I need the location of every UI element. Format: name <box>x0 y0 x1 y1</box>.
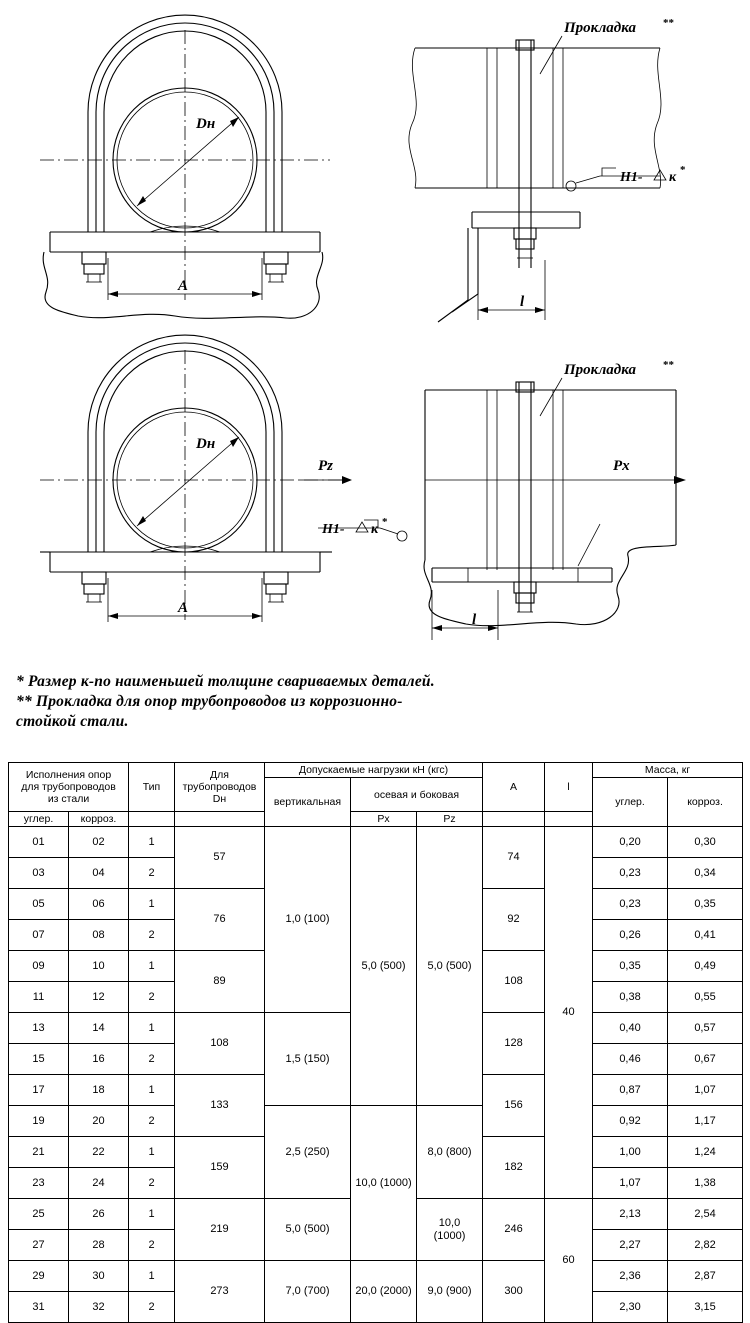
cell-mass-corrosion: 1,07 <box>668 1075 743 1106</box>
weld-symbol-bottom-left <box>318 516 407 541</box>
cell-execution-corrosion: 10 <box>69 951 129 982</box>
cell-vertical-load: 5,0 (500) <box>265 1199 351 1261</box>
cell-execution-carbon: 01 <box>9 827 69 858</box>
svg-text:Н1-: Н1- <box>620 170 643 185</box>
th-A: A <box>483 763 545 812</box>
drawing-canvas <box>0 0 750 660</box>
th-loads: Допускаемые нагрузки кН (кгс) <box>265 763 483 778</box>
label-gasket-top-sup: ** <box>663 17 674 29</box>
table-row <box>9 1106 743 1137</box>
cell-execution-carbon: 03 <box>9 858 69 889</box>
cell-execution-carbon: 07 <box>9 920 69 951</box>
force-px-label: Px <box>613 458 630 474</box>
th-executions-l1: Исполнения опор <box>25 768 112 781</box>
footnote-3: стойкой стали. <box>16 713 129 731</box>
cell-execution-corrosion: 30 <box>69 1261 129 1292</box>
cell-type: 1 <box>129 1013 175 1044</box>
cell-vertical-load: 1,0 (100) <box>265 827 351 1013</box>
cell-execution-corrosion: 26 <box>69 1199 129 1230</box>
cell-mass-corrosion: 1,24 <box>668 1137 743 1168</box>
cell-mass-carbon: 0,20 <box>593 827 668 858</box>
cell-execution-corrosion: 28 <box>69 1230 129 1261</box>
cell-mass-corrosion: 2,82 <box>668 1230 743 1261</box>
view-front-type1 <box>40 15 330 318</box>
cell-type: 2 <box>129 1044 175 1075</box>
cell-mass-corrosion: 1,38 <box>668 1168 743 1199</box>
cell-type: 1 <box>129 1261 175 1292</box>
th-A-blank <box>483 812 545 827</box>
th-px: Px <box>351 812 417 827</box>
cell-execution-corrosion: 06 <box>69 889 129 920</box>
cell-dn: 273 <box>175 1261 265 1323</box>
cell-type: 2 <box>129 1106 175 1137</box>
cell-mass-carbon: 0,40 <box>593 1013 668 1044</box>
th-vertical: вертикальная <box>265 778 351 827</box>
th-dn-blank <box>175 812 265 827</box>
cell-type: 2 <box>129 1230 175 1261</box>
th-mass-carbon: углер. <box>593 778 668 827</box>
cell-dn: 76 <box>175 889 265 951</box>
th-for-pipes: Для трубопроводов Dн <box>175 763 265 812</box>
cell-execution-corrosion: 14 <box>69 1013 129 1044</box>
cell-execution-corrosion: 02 <box>69 827 129 858</box>
cell-execution-corrosion: 18 <box>69 1075 129 1106</box>
cell-type: 1 <box>129 827 175 858</box>
cell-execution-corrosion: 04 <box>69 858 129 889</box>
table-row <box>9 1261 743 1292</box>
cell-execution-carbon: 29 <box>9 1261 69 1292</box>
cell-l: 40 <box>545 827 593 1199</box>
view-front-type2 <box>40 335 407 622</box>
cell-execution-corrosion: 12 <box>69 982 129 1013</box>
cell-mass-corrosion: 0,41 <box>668 920 743 951</box>
dim-A-bottom: A <box>178 600 189 616</box>
th-mass-corrosion: корроз. <box>668 778 743 827</box>
cell-execution-corrosion: 24 <box>69 1168 129 1199</box>
cell-A: 300 <box>483 1261 545 1323</box>
weld-symbol-top <box>566 164 686 191</box>
cell-px-load: 10,0 (1000) <box>351 1106 417 1261</box>
cell-mass-corrosion: 2,87 <box>668 1261 743 1292</box>
cell-A: 128 <box>483 1013 545 1075</box>
svg-text:Dн: Dн <box>196 436 216 452</box>
th-pz: Pz <box>417 812 483 827</box>
cell-A: 182 <box>483 1137 545 1199</box>
table-row <box>9 827 743 858</box>
cell-mass-carbon: 2,13 <box>593 1199 668 1230</box>
cell-mass-corrosion: 0,57 <box>668 1013 743 1044</box>
cell-mass-corrosion: 3,15 <box>668 1292 743 1323</box>
cell-mass-corrosion: 0,30 <box>668 827 743 858</box>
cell-execution-corrosion: 08 <box>69 920 129 951</box>
cell-vertical-load: 2,5 (250) <box>265 1106 351 1199</box>
specification-table <box>8 762 743 1323</box>
th-corrosion: корроз. <box>69 812 129 827</box>
view-side-type2 <box>424 359 686 640</box>
cell-mass-carbon: 0,23 <box>593 889 668 920</box>
footnote-2: ** Прокладка для опор трубопроводов из коррозионно- <box>16 693 403 711</box>
th-axial-lateral: осевая и боковая <box>351 778 483 812</box>
cell-vertical-load: 1,5 (150) <box>265 1013 351 1106</box>
label-gasket-bottom: Прокладка <box>564 362 636 378</box>
cell-A: 92 <box>483 889 545 951</box>
th-executions-l3: из стали <box>47 793 90 806</box>
cell-dn: 108 <box>175 1013 265 1075</box>
cell-type: 2 <box>129 858 175 889</box>
cell-execution-carbon: 09 <box>9 951 69 982</box>
technical-drawings <box>0 0 750 660</box>
cell-execution-carbon: 11 <box>9 982 69 1013</box>
cell-mass-corrosion: 2,54 <box>668 1199 743 1230</box>
cell-mass-corrosion: 0,67 <box>668 1044 743 1075</box>
cell-A: 74 <box>483 827 545 889</box>
cell-dn: 89 <box>175 951 265 1013</box>
cell-execution-carbon: 25 <box>9 1199 69 1230</box>
cell-pz-load: 9,0 (900) <box>417 1261 483 1323</box>
cell-A: 108 <box>483 951 545 1013</box>
svg-text:к: к <box>371 522 379 537</box>
dim-A-top: A <box>178 278 189 294</box>
cell-execution-corrosion: 32 <box>69 1292 129 1323</box>
cell-type: 1 <box>129 889 175 920</box>
cell-dn: 133 <box>175 1075 265 1137</box>
cell-mass-carbon: 2,27 <box>593 1230 668 1261</box>
cell-execution-carbon: 27 <box>9 1230 69 1261</box>
cell-execution-corrosion: 16 <box>69 1044 129 1075</box>
label-gasket-top: Прокладка <box>564 20 636 36</box>
cell-dn: 219 <box>175 1199 265 1261</box>
force-pz-label: Pz <box>318 458 333 474</box>
svg-text:к: к <box>669 170 677 185</box>
cell-type: 2 <box>129 920 175 951</box>
cell-mass-carbon: 0,23 <box>593 858 668 889</box>
cell-mass-corrosion: 0,35 <box>668 889 743 920</box>
cell-mass-carbon: 0,26 <box>593 920 668 951</box>
th-l-blank <box>545 812 593 827</box>
th-type: Тип <box>129 763 175 812</box>
cell-execution-corrosion: 22 <box>69 1137 129 1168</box>
cell-dn: 57 <box>175 827 265 889</box>
cell-dn: 159 <box>175 1137 265 1199</box>
cell-pz-load: 8,0 (800) <box>417 1106 483 1199</box>
cell-execution-carbon: 17 <box>9 1075 69 1106</box>
cell-execution-carbon: 23 <box>9 1168 69 1199</box>
cell-mass-carbon: 0,46 <box>593 1044 668 1075</box>
cell-pz-load: 5,0 (500) <box>417 827 483 1106</box>
cell-A: 246 <box>483 1199 545 1261</box>
dim-l-bottom: l <box>472 612 477 628</box>
cell-execution-corrosion: 20 <box>69 1106 129 1137</box>
cell-mass-carbon: 1,07 <box>593 1168 668 1199</box>
dim-l-top: l <box>520 294 525 310</box>
cell-execution-carbon: 21 <box>9 1137 69 1168</box>
cell-mass-corrosion: 0,49 <box>668 951 743 982</box>
cell-type: 1 <box>129 1199 175 1230</box>
cell-l: 60 <box>545 1199 593 1323</box>
cell-execution-carbon: 05 <box>9 889 69 920</box>
cell-mass-carbon: 2,30 <box>593 1292 668 1323</box>
footnote-1: * Размер к-по наименьшей толщине свариваемых деталей. <box>16 673 435 690</box>
th-executions <box>9 763 129 812</box>
th-carbon: углер. <box>9 812 69 827</box>
th-l: l <box>545 763 593 812</box>
svg-text:*: * <box>680 164 686 176</box>
th-executions-l2: для трубопроводов <box>21 780 116 793</box>
cell-execution-carbon: 31 <box>9 1292 69 1323</box>
cell-mass-corrosion: 1,17 <box>668 1106 743 1137</box>
cell-mass-corrosion: 0,55 <box>668 982 743 1013</box>
label-gasket-bottom-sup: ** <box>663 359 674 371</box>
cell-type: 1 <box>129 1075 175 1106</box>
cell-execution-carbon: 13 <box>9 1013 69 1044</box>
cell-mass-carbon: 0,92 <box>593 1106 668 1137</box>
cell-type: 1 <box>129 951 175 982</box>
svg-text:Dн: Dн <box>196 116 216 132</box>
view-side-type1 <box>409 17 686 322</box>
cell-type: 2 <box>129 982 175 1013</box>
th-mass: Масса, кг <box>593 763 743 778</box>
cell-type: 2 <box>129 1292 175 1323</box>
cell-px-load: 5,0 (500) <box>351 827 417 1106</box>
svg-text:*: * <box>382 516 388 528</box>
svg-text:Н1-: Н1- <box>322 522 345 537</box>
cell-mass-carbon: 0,87 <box>593 1075 668 1106</box>
cell-type: 2 <box>129 1168 175 1199</box>
cell-execution-carbon: 19 <box>9 1106 69 1137</box>
cell-mass-carbon: 0,38 <box>593 982 668 1013</box>
cell-mass-corrosion: 0,34 <box>668 858 743 889</box>
cell-execution-carbon: 15 <box>9 1044 69 1075</box>
footnotes <box>16 672 716 732</box>
cell-mass-carbon: 1,00 <box>593 1137 668 1168</box>
th-type-blank <box>129 812 175 827</box>
cell-mass-carbon: 2,36 <box>593 1261 668 1292</box>
cell-vertical-load: 7,0 (700) <box>265 1261 351 1323</box>
cell-mass-carbon: 0,35 <box>593 951 668 982</box>
cell-pz-load: 10,0 (1000) <box>417 1199 483 1261</box>
cell-type: 1 <box>129 1137 175 1168</box>
cell-px-load: 20,0 (2000) <box>351 1261 417 1323</box>
cell-A: 156 <box>483 1075 545 1137</box>
